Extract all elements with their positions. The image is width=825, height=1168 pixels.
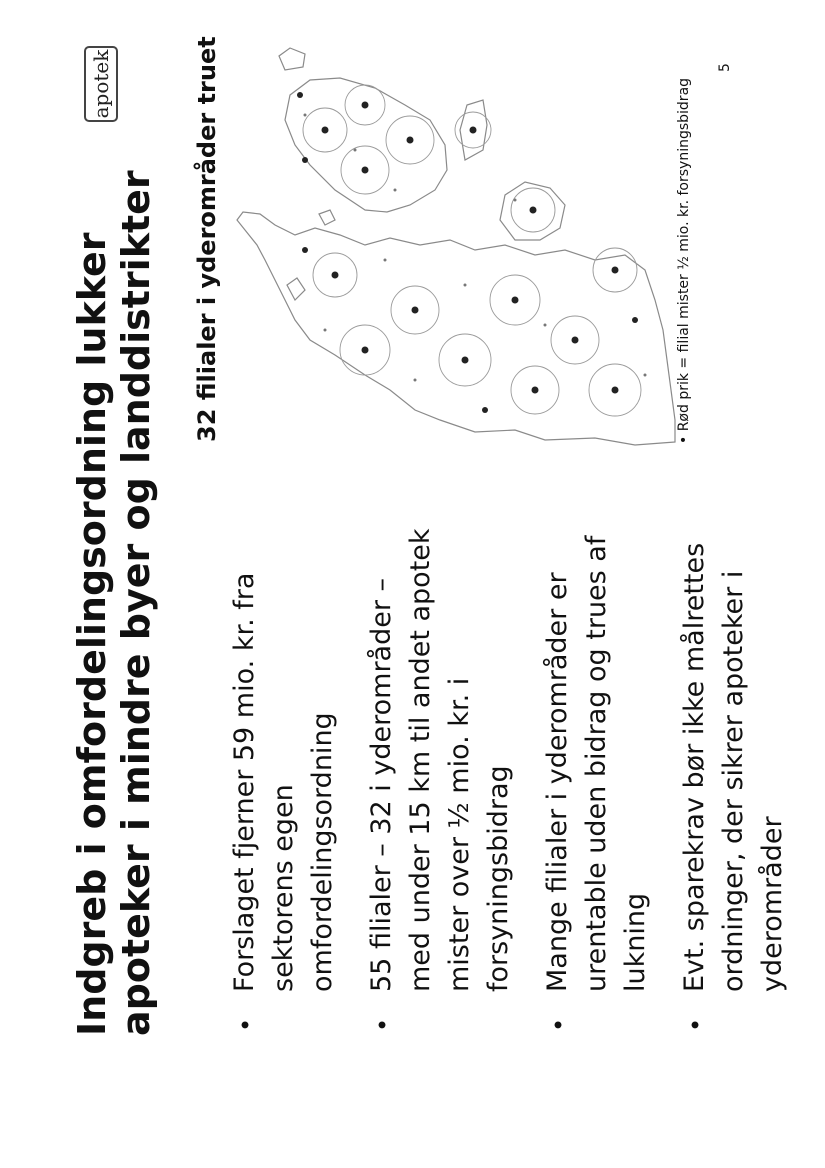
map-marker [407, 137, 414, 144]
map-marker [302, 247, 308, 253]
bullet-list [225, 512, 812, 1032]
bullet-text: 55 filialer – 32 i yderområder – med under 15 km til andet apotek mister over ½ mio. kr. i forsyningsbidrag [366, 528, 514, 992]
map-marker [322, 127, 329, 134]
map-town-dot [384, 259, 387, 262]
map-marker [530, 207, 537, 214]
page-number: 5 [717, 63, 733, 72]
map-marker [362, 167, 369, 174]
map-footnote: • Rød prik = filial mister ½ mio. kr. forsyningsbidrag [676, 77, 692, 444]
map-region-jutland [237, 212, 675, 445]
map-marker [362, 347, 369, 354]
slide-title-line: Indgreb i omfordelingsordning lukker [70, 232, 114, 1036]
map-marker [470, 127, 477, 134]
map-town-dot [644, 374, 647, 377]
map-region-bornholm [279, 48, 305, 70]
bullet-dot-icon: • [232, 1017, 260, 1032]
bullet-item [538, 512, 655, 1032]
map-town-dot [464, 284, 467, 287]
bullet-dot-icon: • [369, 1017, 397, 1032]
bullet-text: Mange filialer i yderområder er urentable uden bidrag og trues af lukning [542, 535, 651, 992]
bullet-item [225, 512, 342, 1032]
map-marker [612, 267, 619, 274]
map-town-dot [394, 189, 397, 192]
bullet-text: Evt. sparekrav bør ikke målrettes ordninger, der sikrer apoteker i yderområder [679, 542, 788, 992]
map-region-islet [319, 210, 335, 225]
bullet-dot-icon: • [682, 1017, 710, 1032]
map-region-islet [287, 278, 305, 300]
map-town-dot [324, 329, 327, 332]
map-marker [412, 307, 419, 314]
map-marker [572, 337, 579, 344]
map-marker [632, 317, 638, 323]
apotek-logo: apotek [84, 46, 118, 122]
map-town-dot [514, 199, 517, 202]
map-marker [297, 92, 303, 98]
bullet-item [675, 512, 792, 1032]
bullet-text: Forslaget fjerner 59 mio. kr. fra sektorens egen omfordelingsordning [229, 572, 338, 992]
map-town-dot [414, 379, 417, 382]
map-marker [302, 157, 308, 163]
slide-title [70, 36, 158, 1036]
map-marker [462, 357, 469, 364]
map-town-dot [544, 324, 547, 327]
map-caption: 32 filialer i yderområder truet [193, 36, 221, 442]
map-town-dot [304, 114, 307, 117]
map-town-dot [354, 149, 357, 152]
slide-title-line: apoteker i mindre byer og landdistrikter [114, 170, 158, 1036]
map-marker [482, 407, 488, 413]
map-marker [532, 387, 539, 394]
map-marker [332, 272, 339, 279]
map-marker [512, 297, 519, 304]
map-marker [612, 387, 619, 394]
bullet-item [362, 512, 518, 1032]
map-marker [362, 102, 369, 109]
bullet-dot-icon: • [545, 1017, 573, 1032]
denmark-map-icon [215, 40, 679, 450]
